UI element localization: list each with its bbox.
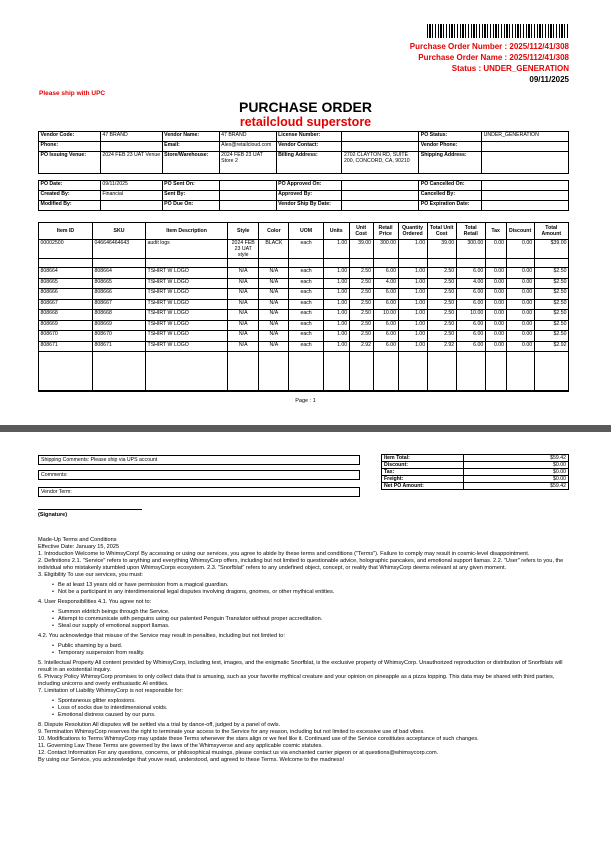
- table-cell: each: [289, 240, 323, 259]
- table-cell: 0.00: [485, 310, 506, 321]
- table-row: [39, 268, 569, 279]
- table-cell: $2.50: [534, 268, 568, 279]
- page-number: Page : 1: [295, 398, 316, 404]
- po-cancelled-label: PO Cancelled On:: [419, 181, 482, 191]
- expiration-value: [482, 201, 569, 211]
- list-item: • Spontaneous glitter explosions.: [52, 698, 573, 705]
- email-label: Email:: [162, 142, 219, 152]
- table-cell: 808665: [93, 278, 146, 289]
- table-cell: 0.00: [485, 299, 506, 310]
- table-cell: 2.92: [349, 341, 373, 352]
- table-cell: 808670: [39, 331, 93, 342]
- list-item: • Loss of socks due to interdimensional voids.: [52, 705, 573, 712]
- upc-note: Please ship with UPC: [39, 90, 106, 97]
- modified-by-value: [100, 201, 162, 211]
- table-cell: 0.00: [485, 268, 506, 279]
- table-cell: 2.50: [349, 331, 373, 342]
- terms-section-7: 7. Limitation of Liability WhimsyCorp is not responsible for:: [38, 688, 183, 694]
- table-cell: 4.00: [456, 278, 485, 289]
- totals-value: $59.42: [463, 483, 568, 490]
- table-cell: TSHIRT W LOGO: [146, 331, 228, 342]
- table-cell: 1.00: [323, 289, 349, 300]
- table-cell: 10.00: [373, 310, 398, 321]
- license-label: License Number:: [276, 132, 342, 142]
- cancelled-by-value: [482, 191, 569, 201]
- totals-label: Net PO Amount:: [382, 483, 464, 490]
- po-approved-label: PO Approved On:: [276, 181, 342, 191]
- column-header: Total Retail: [456, 223, 485, 240]
- column-header: Style: [228, 223, 259, 240]
- terms-list-4: [52, 698, 573, 719]
- empty-row: [39, 352, 569, 392]
- email-value: Alex@retailcloud.com: [219, 142, 276, 152]
- table-cell: each: [289, 299, 323, 310]
- table-cell: 2.50: [427, 289, 456, 300]
- po-approved-value: [342, 181, 419, 191]
- table-cell: TSHIRT W LOGO: [146, 278, 228, 289]
- totals-table: [381, 454, 569, 490]
- table-cell: 808670: [93, 331, 146, 342]
- vendor-contact-label: Vendor Contact:: [276, 142, 342, 152]
- table-cell: 808671: [39, 341, 93, 352]
- totals-label: Item Total:: [382, 455, 464, 462]
- table-cell: 2024 FEB 23 UAT style: [228, 240, 259, 259]
- page-title: PURCHASE ORDER: [238, 99, 372, 115]
- terms-closing: By using our Service, you acknowledge that youve read, understood, and agreed to these Terms. Welcome to the madness!: [38, 757, 345, 763]
- terms-section-4-2: 4.2. You acknowledge that misuse of the Service may result in penalties, including but not limited to:: [38, 633, 285, 639]
- table-cell: 2.50: [349, 299, 373, 310]
- signature-label: (Signature): [38, 512, 68, 518]
- table-cell: 808666: [93, 289, 146, 300]
- expiration-label: PO Expiration Date:: [419, 201, 482, 211]
- table-cell: TSHIRT W LOGO: [146, 289, 228, 300]
- column-header: Item Description: [146, 223, 228, 240]
- table-cell: 2.50: [349, 289, 373, 300]
- table-cell: 2.50: [349, 310, 373, 321]
- table-cell: 6.00: [456, 299, 485, 310]
- table-cell: 808664: [93, 268, 146, 279]
- table-cell: 1.00: [398, 310, 427, 321]
- terms-section-4: 4. User Responsibilities 4.1. You agree not to:: [38, 599, 152, 605]
- po-number: Purchase Order Number : 2025/112/41/308: [409, 42, 569, 51]
- po-due-value: [219, 201, 276, 211]
- po-info-table: [38, 131, 569, 211]
- totals-label: Tax:: [382, 469, 464, 476]
- table-cell: TSHIRT W LOGO: [146, 320, 228, 331]
- table-cell: each: [289, 278, 323, 289]
- table-cell: N/A: [228, 320, 259, 331]
- table-cell: $2.50: [534, 278, 568, 289]
- list-item: • Not be a participant in any interdimensional legal disputes involving dragons, gnomes, or other mythical entities.: [52, 589, 573, 596]
- table-cell: N/A: [259, 278, 289, 289]
- totals-row: [382, 455, 569, 462]
- po-cancelled-value: [482, 181, 569, 191]
- table-cell: 808667: [93, 299, 146, 310]
- totals-row: [382, 476, 569, 483]
- totals-value: $0.00: [463, 469, 568, 476]
- table-cell: 6.00: [373, 331, 398, 342]
- table-cell: 39.00: [349, 240, 373, 259]
- totals-value: $0.00: [463, 476, 568, 483]
- table-cell: each: [289, 320, 323, 331]
- vendor-contact-value: [342, 142, 419, 152]
- table-cell: 0.00: [485, 331, 506, 342]
- table-cell: TSHIRT W LOGO: [146, 268, 228, 279]
- table-cell: 0.00: [485, 240, 506, 259]
- po-name: Purchase Order Name : 2025/112/41/308: [418, 53, 569, 62]
- table-cell: 300.00: [373, 240, 398, 259]
- ship-by-value: [342, 201, 419, 211]
- table-cell: 10.00: [456, 310, 485, 321]
- modified-by-label: Modified By:: [39, 201, 101, 211]
- vendor-term: Vendor Term:: [38, 487, 360, 497]
- totals-label: Discount:: [382, 462, 464, 469]
- table-cell: N/A: [228, 268, 259, 279]
- terms-and-conditions: [38, 537, 573, 764]
- table-cell: 00002500: [39, 240, 93, 259]
- table-row: [39, 331, 569, 342]
- table-cell: 6.00: [456, 341, 485, 352]
- column-header: Discount: [506, 223, 534, 240]
- table-row: [39, 299, 569, 310]
- table-cell: each: [289, 289, 323, 300]
- shipping-address-label: Shipping Address:: [419, 152, 482, 174]
- row-spacer: [39, 259, 569, 268]
- issuing-venue-label: PO Issuing Venue:: [39, 152, 101, 174]
- table-cell: 2.50: [427, 299, 456, 310]
- table-cell: 1.00: [398, 240, 427, 259]
- billing-address-value: 2702 CLAYTON RD, SUITE 200, CONCORD, CA, 90210: [342, 152, 419, 174]
- table-cell: N/A: [228, 289, 259, 300]
- approved-by-value: [342, 191, 419, 201]
- list-item: • Be at least 13 years old or have permission from a magical guardian.: [52, 582, 573, 589]
- table-cell: 808671: [93, 341, 146, 352]
- table-cell: $39.00: [534, 240, 568, 259]
- table-cell: 808664: [39, 268, 93, 279]
- po-status-header: Status : UNDER_GENERATION: [451, 64, 569, 73]
- phone-label: Phone:: [39, 142, 101, 152]
- table-cell: 0.00: [485, 341, 506, 352]
- terms-section-9: 9. Termination WhimsyCorp reserves the right to terminate your access to the Service for any reason, including but not limited to excessive use of bad vibes.: [38, 729, 425, 735]
- terms-section-10: 10. Modifications to Terms WhimsyCorp may update these Terms whenever the stars align or we feel like it. Continued use of the Service constitutes acceptance of such changes.: [38, 736, 479, 742]
- table-cell: 1.00: [398, 278, 427, 289]
- table-cell: 6.00: [456, 320, 485, 331]
- po-date-value: 09/11/2025: [100, 181, 162, 191]
- list-item: • Temporary suspension from reality.: [52, 650, 573, 657]
- table-cell: $2.50: [534, 331, 568, 342]
- table-cell: N/A: [228, 310, 259, 321]
- phone-value: [100, 142, 162, 152]
- table-cell: 0.00: [506, 299, 534, 310]
- items-header-row: [39, 223, 569, 240]
- table-cell: $2.92: [534, 341, 568, 352]
- terms-list-2: [52, 609, 573, 630]
- table-cell: TSHIRT W LOGO: [146, 310, 228, 321]
- table-row: [39, 310, 569, 321]
- column-header: Total Unit Cost: [427, 223, 456, 240]
- table-cell: N/A: [228, 278, 259, 289]
- table-cell: 2.50: [427, 310, 456, 321]
- created-by-value: Financial: [100, 191, 162, 201]
- table-cell: 1.00: [398, 331, 427, 342]
- table-cell: $2.50: [534, 289, 568, 300]
- table-cell: 1.00: [323, 278, 349, 289]
- table-cell: N/A: [259, 320, 289, 331]
- po-date-label: PO Date:: [39, 181, 101, 191]
- column-header: Color: [259, 223, 289, 240]
- column-header: Tax: [485, 223, 506, 240]
- table-cell: 0.00: [506, 320, 534, 331]
- table-cell: 0.00: [506, 289, 534, 300]
- line-items-table: [38, 222, 569, 392]
- list-item: • Emotional distress caused by our puns.: [52, 712, 573, 719]
- store-warehouse-label: Store/Warehouse:: [162, 152, 219, 174]
- table-cell: 1.00: [323, 268, 349, 279]
- table-cell: 6.00: [373, 289, 398, 300]
- table-cell: 6.00: [373, 320, 398, 331]
- table-cell: audit logs: [146, 240, 228, 259]
- totals-row: [382, 469, 569, 476]
- table-cell: 808669: [93, 320, 146, 331]
- table-cell: 6.00: [373, 268, 398, 279]
- terms-section-12: 12. Contact Information For any questions, concerns, or philosophical musings, please contact us via enchanted carrier pigeon or at questions@whimsycorp.com.: [38, 750, 439, 756]
- table-cell: $2.50: [534, 310, 568, 321]
- terms-list-3: [52, 643, 573, 657]
- list-item: • Steal our supply of emotional support llamas.: [52, 623, 573, 630]
- column-header: Total Amount: [534, 223, 568, 240]
- table-cell: 0.00: [506, 268, 534, 279]
- table-cell: 808669: [39, 320, 93, 331]
- po-page-2: [0, 432, 611, 856]
- table-cell: TSHIRT W LOGO: [146, 299, 228, 310]
- table-cell: 0.00: [506, 278, 534, 289]
- table-cell: 0.00: [485, 289, 506, 300]
- po-page-1: [0, 0, 611, 425]
- vendor-name-label: Vendor Name:: [162, 132, 219, 142]
- cancelled-by-label: Cancelled By:: [419, 191, 482, 201]
- sent-by-value: [219, 191, 276, 201]
- totals-row: [382, 483, 569, 490]
- vendor-phone-label: Vendor Phone:: [419, 142, 482, 152]
- table-cell: 6.00: [456, 268, 485, 279]
- table-cell: 0.00: [485, 278, 506, 289]
- table-row: [39, 289, 569, 300]
- ship-by-label: Vendor Ship By Date:: [276, 201, 342, 211]
- terms-section-3: 3. Eligibility To use our services, you must:: [38, 572, 143, 578]
- column-header: Unit Cost: [349, 223, 373, 240]
- table-cell: N/A: [259, 310, 289, 321]
- table-cell: 808668: [93, 310, 146, 321]
- list-item: • Summon eldritch beings through the Service.: [52, 609, 573, 616]
- license-value: [342, 132, 419, 142]
- po-header-date: 09/11/2025: [529, 75, 569, 84]
- table-cell: 4.00: [373, 278, 398, 289]
- table-cell: 6.00: [456, 289, 485, 300]
- table-cell: 1.00: [323, 331, 349, 342]
- vendor-code-value: 47 BRAND: [100, 132, 162, 142]
- terms-section-2: 2. Definitions 2.1. "Service" refers to anything and everything WhimsyCorp offers, including but not limited to questionable advice, holographic pancakes, and emotional support llamas. 2.2. "User" refers to you, the individual who mistakenly stumbled upon WhimsyCorps ecosystem. 2.3. "Snorfblat" refers to any undefined object, concept, or reality that WhimsyCorp deems relevant at any given moment.: [38, 558, 564, 571]
- vendor-code-label: Vendor Code:: [39, 132, 101, 142]
- table-row: [39, 320, 569, 331]
- table-cell: 1.00: [398, 268, 427, 279]
- totals-row: [382, 462, 569, 469]
- table-cell: 0.00: [485, 320, 506, 331]
- store-warehouse-value: 2024 FEB 23 UAT Store 2: [219, 152, 276, 174]
- terms-section-11: 11. Governing Law These Terms are governed by the laws of the Whimsyverse and any applicable cosmic statutes.: [38, 743, 323, 749]
- table-cell: 1.00: [323, 310, 349, 321]
- table-cell: 1.00: [398, 341, 427, 352]
- issuing-venue-value: 2024 FEB 23 UAT Venue: [100, 152, 162, 174]
- table-cell: 1.00: [323, 240, 349, 259]
- table-cell: 2.50: [349, 268, 373, 279]
- table-cell: each: [289, 341, 323, 352]
- table-cell: 1.00: [398, 299, 427, 310]
- table-cell: 1.00: [323, 320, 349, 331]
- signature-line: [38, 509, 142, 510]
- po-sent-label: PO Sent On:: [162, 181, 219, 191]
- table-cell: 808667: [39, 299, 93, 310]
- table-cell: N/A: [228, 299, 259, 310]
- table-cell: 300.00: [456, 240, 485, 259]
- table-cell: 2.50: [427, 331, 456, 342]
- table-row: [39, 278, 569, 289]
- table-cell: N/A: [259, 331, 289, 342]
- po-due-label: PO Due On:: [162, 201, 219, 211]
- table-cell: 808665: [39, 278, 93, 289]
- table-cell: 0.00: [506, 240, 534, 259]
- table-cell: N/A: [259, 299, 289, 310]
- table-cell: each: [289, 268, 323, 279]
- vendor-phone-value: [482, 142, 569, 152]
- footer-divider: [38, 390, 569, 391]
- po-sent-value: [219, 181, 276, 191]
- terms-section-5: 5. Intellectual Property All content provided by WhimsyCorp, including text, images, and the enigmatic Snorfblat, is the exclusive property of WhimsyCorp. Unauthorized reproduction or distribution of Snorfblats will result in an existential inquiry.: [38, 660, 563, 673]
- table-cell: 0.00: [506, 341, 534, 352]
- shipping-comments: Shipping Comments: Please ship via UPS account: [38, 455, 360, 465]
- table-cell: 2.92: [427, 341, 456, 352]
- table-cell: N/A: [228, 341, 259, 352]
- table-cell: 2.50: [427, 268, 456, 279]
- table-cell: BLACK: [259, 240, 289, 259]
- table-cell: 1.00: [323, 299, 349, 310]
- table-cell: 0.00: [506, 331, 534, 342]
- totals-value: $59.42: [463, 455, 568, 462]
- created-by-label: Created By:: [39, 191, 101, 201]
- po-status-label: PO Status:: [419, 132, 482, 142]
- table-cell: 046646464643: [93, 240, 146, 259]
- table-cell: 808668: [39, 310, 93, 321]
- table-cell: $2.50: [534, 299, 568, 310]
- table-cell: TSHIRT W LOGO: [146, 341, 228, 352]
- table-cell: N/A: [259, 289, 289, 300]
- table-cell: each: [289, 331, 323, 342]
- terms-heading: Made-Up Terms and Conditions: [38, 537, 117, 543]
- comments: Comments:: [38, 470, 360, 480]
- table-row: [39, 341, 569, 352]
- table-cell: each: [289, 310, 323, 321]
- table-cell: 6.00: [373, 341, 398, 352]
- table-cell: N/A: [228, 331, 259, 342]
- column-header: Item ID: [39, 223, 93, 240]
- table-cell: $2.50: [534, 320, 568, 331]
- table-cell: N/A: [259, 341, 289, 352]
- list-item: • Public shaming by a bard.: [52, 643, 573, 650]
- terms-section-1: 1. Introduction Welcome to WhimsyCorp! By accessing or using our services, you agree to abide by these terms and conditions ("Terms"). Failure to comply may result in cosmic-level disappointment.: [38, 551, 530, 557]
- column-header: SKU: [93, 223, 146, 240]
- sent-by-label: Sent By:: [162, 191, 219, 201]
- table-cell: 2.50: [349, 278, 373, 289]
- totals-value: $0.00: [463, 462, 568, 469]
- column-header: Quantity Ordered: [398, 223, 427, 240]
- table-cell: 6.00: [456, 331, 485, 342]
- column-header: Units: [323, 223, 349, 240]
- list-item: • Attempt to communicate with penguins using our patented Penguin Translator without proper accreditation.: [52, 616, 573, 623]
- table-cell: 808666: [39, 289, 93, 300]
- table-cell: 2.50: [427, 278, 456, 289]
- table-cell: 39.00: [427, 240, 456, 259]
- terms-section-6: 6. Privacy Policy WhimsyCorp promises to only collect data that is amusing, such as your favorite mythical creature and your opinion on pineapple as a pizza topping. This data may be shared with third parties, including unicorns and overly enthusiastic AI entities.: [38, 674, 555, 687]
- terms-effective-date: Effective Date: January 15, 2025: [38, 544, 120, 550]
- table-cell: 1.00: [398, 320, 427, 331]
- table-cell: 0.00: [506, 310, 534, 321]
- table-cell: 1.00: [398, 289, 427, 300]
- column-header: UOM: [289, 223, 323, 240]
- table-cell: 1.00: [323, 341, 349, 352]
- po-status-value: UNDER_GENERATION: [482, 132, 569, 142]
- table-row: [39, 240, 569, 259]
- terms-section-8: 8. Dispute Resolution All disputes will be settled via a trial by dance-off, judged by a panel of owls.: [38, 722, 281, 728]
- table-cell: 2.50: [349, 320, 373, 331]
- table-cell: 2.50: [427, 320, 456, 331]
- billing-address-label: Billing Address:: [276, 152, 342, 174]
- shipping-address-value: [482, 152, 569, 174]
- approved-by-label: Approved By:: [276, 191, 342, 201]
- store-name: retailcloud superstore: [239, 115, 372, 129]
- barcode: [427, 24, 569, 38]
- totals-label: Freight:: [382, 476, 464, 483]
- table-cell: N/A: [259, 268, 289, 279]
- terms-list-1: [52, 582, 573, 596]
- table-cell: 6.00: [373, 299, 398, 310]
- vendor-name-value: 47 BRAND: [219, 132, 276, 142]
- column-header: Retail Price: [373, 223, 398, 240]
